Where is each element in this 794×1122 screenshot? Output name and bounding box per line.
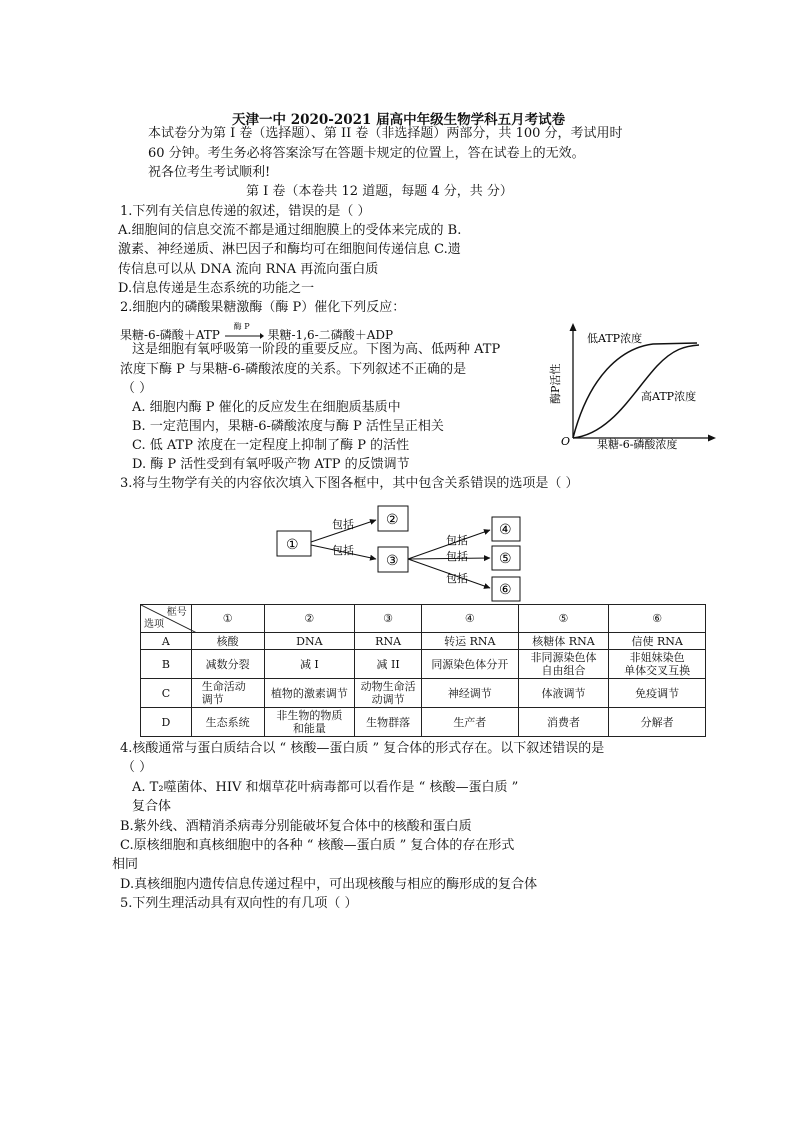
q3-stem: 3.将与生物学有关的内容依次填入下图各框中，其中包含关系错误的选项是（ ） (120, 476, 579, 491)
y-axis-arrow (570, 323, 577, 331)
q1-line-1: A.细胞间的信息交流不都是通过细胞膜上的受体来完成的 B. (118, 223, 462, 238)
eq-left: 果糖-6-磷酸＋ATP (120, 328, 220, 342)
eq-enzyme: 酶 P (233, 321, 250, 331)
q5-stem: 5.下列生理活动具有双向性的有几项（ ） (120, 896, 358, 911)
q4-option-d: D.真核细胞内遗传信息传递过程中，可出现核酸与相应的酶形成的复合体 (120, 877, 538, 892)
eq-right: 果糖-1,6-二磷酸＋ADP (267, 328, 394, 342)
table-header: ⑥ (609, 605, 706, 633)
table-cell: RNA (355, 633, 422, 650)
x-axis-arrow (708, 435, 716, 442)
high-atp-label: 高ATP浓度 (641, 390, 697, 403)
y-axis-label: 酶P活性 (549, 363, 562, 404)
box-6-label: ⑥ (499, 582, 512, 598)
table-cell: 同源染色体分开 (422, 650, 519, 679)
table-cell: 减 I (264, 650, 355, 679)
q4-option-a-cont: 复合体 (132, 799, 172, 814)
table-cell: 生态系统 (191, 708, 264, 737)
table-cell: 生产者 (422, 708, 519, 737)
table-row (141, 633, 706, 650)
corner-top-label: 框号 (166, 607, 187, 618)
table-cell: 转运 RNA (422, 633, 519, 650)
low-atp-label: 低ATP浓度 (587, 332, 643, 345)
table-cell: 非同源染色体 自由组合 (518, 650, 609, 679)
q1-line-3: 传信息可以从 DNA 流向 RNA 再流向蛋白质 (118, 262, 379, 277)
q4-option-a: A. T₂噬菌体、HIV 和烟草花叶病毒都可以看作是 “ 核酸—蛋白质 ” (132, 780, 519, 795)
arrow-icon (224, 330, 264, 342)
table-cell: 消费者 (518, 708, 609, 737)
q2-stem: 2.细胞内的磷酸果糖激酶（酶 P）催化下列反应： (120, 300, 406, 315)
q2-option-c: C. 低 ATP 浓度在一定程度上抑制了酶 P 的活性 (132, 438, 410, 453)
table-cell: 核糖体 RNA (518, 633, 609, 650)
corner-bottom-label: 选项 (144, 619, 164, 630)
table-cell: 神经调节 (422, 679, 519, 708)
table-header: ② (264, 605, 355, 633)
exam-title: 天津一中 2020-2021 届高中年级生物学科五月考试卷 (232, 112, 566, 128)
table-row (141, 650, 706, 679)
q4-paren: （ ） (122, 760, 153, 775)
intro-line-3: 祝各位考生考试顺利! (148, 165, 271, 180)
q2-line-2: 浓度下酶 P 与果糖-6-磷酸浓度的关系。下列叙述不正确的是 (120, 362, 467, 377)
box-2-label: ② (386, 512, 399, 528)
table-header-row (141, 605, 706, 633)
table-header: ① (191, 605, 264, 633)
include-label-2: 包括 (332, 544, 354, 557)
table-cell: 体液调节 (518, 679, 609, 708)
include-label-1: 包括 (332, 518, 354, 531)
enzyme-activity-graph (535, 322, 720, 450)
table-header: ⑤ (518, 605, 609, 633)
x-axis-label: 果糖-6-磷酸浓度 (597, 438, 678, 450)
q2-option-b: B. 一定范围内，果糖-6-磷酸浓度与酶 P 活性呈正相关 (132, 419, 444, 434)
table-option: B (141, 650, 192, 679)
table-cell: 分解者 (609, 708, 706, 737)
include-label-3: 包括 (446, 534, 468, 547)
table-cell: 生命活动 调节 (191, 679, 264, 708)
table-cell: DNA (264, 633, 355, 650)
table-cell: 减数分裂 (191, 650, 264, 679)
q4-option-c: C.原核细胞和真核细胞中的各种 “ 核酸—蛋白质 ” 复合体的存在形式 (120, 838, 515, 853)
table-cell: 生物群落 (355, 708, 422, 737)
q2-option-d: D. 酶 P 活性受到有氧呼吸产物 ATP 的反馈调节 (132, 457, 410, 472)
table-row (141, 708, 706, 737)
box-5-label: ⑤ (499, 551, 512, 567)
table-header: ③ (355, 605, 422, 633)
options-table (140, 604, 706, 737)
q1-stem: 1.下列有关信息传递的叙述，错误的是（ ） (120, 204, 371, 219)
box-4-label: ④ (499, 522, 512, 538)
intro-line-2: 60 分钟。考生务必将答案涂写在答题卡规定的位置上，答在试卷上的无效。 (148, 146, 585, 161)
q1-line-4: D.信息传递是生态系统的功能之一 (118, 281, 315, 296)
include-label-5: 包括 (446, 572, 468, 585)
table-option: C (141, 679, 192, 708)
q2-line-3: （ ） (122, 381, 153, 396)
q2-option-a: A. 细胞内酶 P 催化的反应发生在细胞质基质中 (132, 400, 401, 415)
table-cell: 非生物的物质 和能量 (264, 708, 355, 737)
intro-line-1: 本试卷分为第 I 卷（选择题）、第 II 卷（非选择题）两部分，共 100 分，考试用时 (148, 126, 623, 141)
table-option: A (141, 633, 192, 650)
table-cell: 动物生命活 动调节 (355, 679, 422, 708)
table-cell: 植物的激素调节 (264, 679, 355, 708)
q4-option-b: B.紫外线、酒精消杀病毒分别能破坏复合体中的核酸和蛋白质 (120, 819, 472, 834)
inclusion-diagram (270, 500, 530, 604)
q1-line-2: 激素、神经递质、淋巴因子和酶均可在细胞间传递信息 C.遗 (118, 242, 461, 257)
table-cell: 核酸 (191, 633, 264, 650)
include-label-4: 包括 (446, 550, 468, 563)
q2-line-1: 这是细胞有氧呼吸第一阶段的重要反应。下图为高、低两种 ATP (132, 342, 501, 357)
table-cell: 免疫调节 (609, 679, 706, 708)
table-cell: 减 II (355, 650, 422, 679)
box-1-label: ① (286, 537, 299, 553)
table-option: D (141, 708, 192, 737)
table-corner-cell (141, 605, 192, 633)
q4-option-c-cont: 相同 (112, 857, 139, 872)
table-row (141, 679, 706, 708)
table-cell: 信使 RNA (609, 633, 706, 650)
q4-stem: 4.核酸通常与蛋白质结合以 “ 核酸—蛋白质 ” 复合体的形式存在。以下叙述错误的是 (120, 741, 605, 756)
box-3-label: ③ (386, 553, 399, 569)
origin-label: O (561, 435, 571, 448)
table-cell: 非姐妹染色 单体交叉互换 (609, 650, 706, 679)
table-header: ④ (422, 605, 519, 633)
section-heading: 第 I 卷（本卷共 12 道题，每题 4 分，共 分） (246, 184, 513, 199)
reaction-arrow (224, 321, 264, 342)
